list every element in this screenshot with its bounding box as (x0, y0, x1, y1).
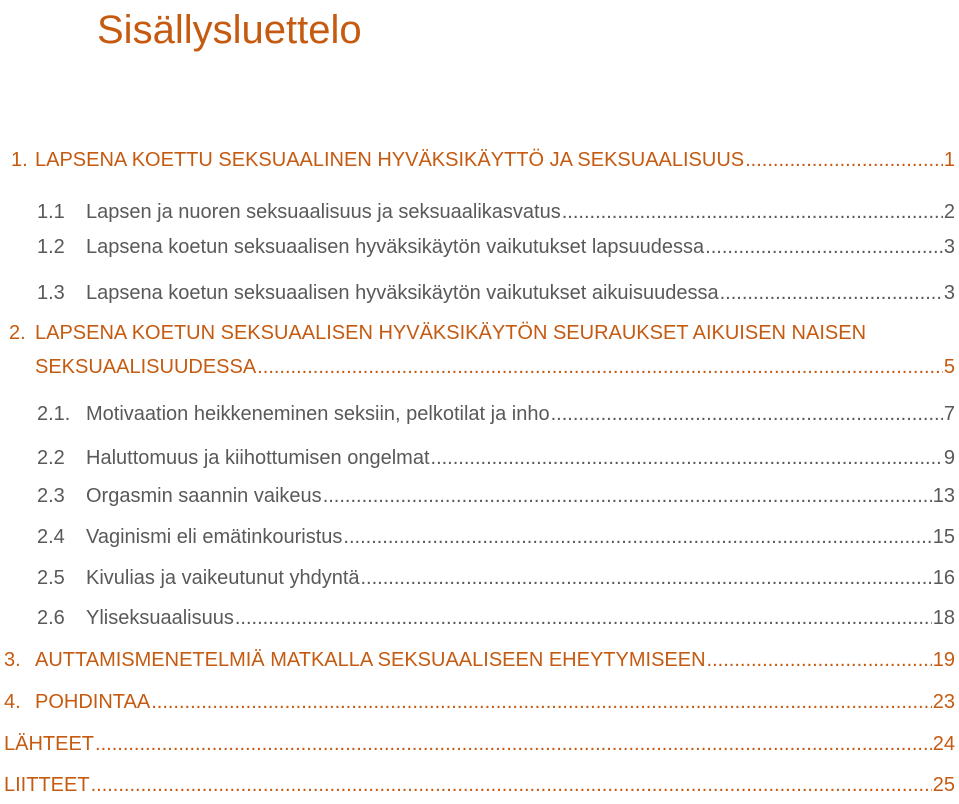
toc-dot-leader (323, 481, 932, 511)
toc-entry-title: Haluttomuus ja kiihottumisen ongelmat (86, 447, 430, 469)
toc-entry-number: 2.6 (37, 607, 65, 629)
toc-entry-references[interactable] (4, 729, 955, 759)
toc-entry-number: 2.4 (37, 526, 65, 548)
toc-entry-2-continued[interactable] (35, 352, 955, 382)
toc-page-number: 18 (932, 607, 955, 629)
toc-page-number: 9 (943, 447, 955, 469)
toc-entry-3[interactable] (4, 645, 955, 675)
toc-entry-title: Lapsena koetun seksuaalisen hyväksikäytön vaikutukset lapsuudessa (86, 236, 705, 258)
toc-entry-2-1[interactable] (37, 399, 955, 429)
toc-entry-title: AUTTAMISMENETELMIÄ MATKALLA SEKSUAALISEEN EHEYTYMISEEN (35, 649, 706, 671)
toc-entry-title: LAPSENA KOETUN SEKSUAALISEN HYVÄKSIKÄYTÖN SEURAUKSET AIKUISEN NAISEN (35, 322, 867, 344)
page-title: Sisällysluettelo (97, 8, 362, 52)
toc-entry-2[interactable] (9, 318, 955, 348)
toc-dot-leader (235, 603, 932, 633)
toc-entry-title: LAPSENA KOETTU SEKSUAALINEN HYVÄKSIKÄYTTÖ JA SEKSUAALISUUS (35, 149, 745, 171)
toc-dot-leader (91, 770, 932, 800)
toc-page-number: 7 (943, 403, 955, 425)
toc-entry-number: 2.5 (37, 567, 65, 589)
toc-entry-title: Orgasmin saannin vaikeus (86, 485, 322, 507)
toc-page-number: 16 (932, 567, 955, 589)
toc-entry-title: Kivulias ja vaikeutunut yhdyntä (86, 567, 360, 589)
toc-page-number: 15 (932, 526, 955, 548)
toc-page-number: 24 (932, 733, 955, 755)
toc-page-number: 5 (943, 356, 955, 378)
toc-entry-4[interactable] (4, 687, 955, 717)
toc-dot-leader (361, 563, 932, 593)
toc-entry-2-2[interactable] (37, 443, 955, 473)
toc-entry-number: 2. (9, 322, 26, 344)
toc-dot-leader (343, 522, 931, 552)
toc-entry-number: 1.2 (37, 236, 65, 258)
toc-entry-title: LÄHTEET (4, 733, 95, 755)
toc-entry-title: Motivaation heikkeneminen seksiin, pelkotilat ja inho (86, 403, 550, 425)
toc-entry-number: 2.2 (37, 447, 65, 469)
toc-page-number: 3 (943, 236, 955, 258)
toc-dot-leader (95, 729, 932, 759)
toc-entry-1[interactable] (11, 145, 955, 175)
toc-dot-leader (562, 197, 943, 227)
toc-page-number: 3 (943, 282, 955, 304)
toc-entry-number: 2.3 (37, 485, 65, 507)
toc-entry-title: Yliseksuaalisuus (86, 607, 234, 629)
toc-page-number: 23 (932, 691, 955, 713)
toc-entry-2-6[interactable] (37, 603, 955, 633)
toc-entry-2-4[interactable] (37, 522, 955, 552)
toc-page-number: 25 (932, 774, 955, 796)
toc-dot-leader (720, 278, 943, 308)
toc-dot-leader (257, 352, 943, 382)
toc-entry-1-2[interactable] (37, 232, 955, 262)
toc-entry-2-3[interactable] (37, 481, 955, 511)
toc-dot-leader (745, 145, 943, 175)
toc-entry-number: 4. (4, 691, 21, 713)
toc-dot-leader (431, 443, 943, 473)
toc-entry-number: 1.1 (37, 201, 65, 223)
toc-entry-number: 1.3 (37, 282, 65, 304)
toc-dot-leader (705, 232, 943, 262)
toc-entry-title: Lapsena koetun seksuaalisen hyväksikäytön vaikutukset aikuisuudessa (86, 282, 719, 304)
toc-entry-title: Lapsen ja nuoren seksuaalisuus ja seksuaalikasvatus (86, 201, 561, 223)
toc-entry-title: POHDINTAA (35, 691, 151, 713)
toc-dot-leader (151, 687, 932, 717)
toc-page-number: 2 (943, 201, 955, 223)
toc-page-number: 13 (932, 485, 955, 507)
toc-entry-number: 2.1. (37, 403, 71, 425)
toc-entry-number: 3. (4, 649, 21, 671)
toc-dot-leader (551, 399, 943, 429)
toc-entry-title: LIITTEET (4, 774, 90, 796)
toc-entry-2-5[interactable] (37, 563, 955, 593)
toc-entry-1-1[interactable] (37, 197, 955, 227)
toc-dot-leader (707, 645, 932, 675)
toc-entry-appendices[interactable] (4, 770, 955, 800)
toc-entry-number: 1. (11, 149, 28, 171)
toc-page-number: 1 (943, 149, 955, 171)
toc-entry-title: SEKSUAALISUUDESSA (35, 356, 257, 378)
toc-entry-title: Vaginismi eli emätinkouristus (86, 526, 343, 548)
toc-entry-1-3[interactable] (37, 278, 955, 308)
toc-page-number: 19 (932, 649, 955, 671)
